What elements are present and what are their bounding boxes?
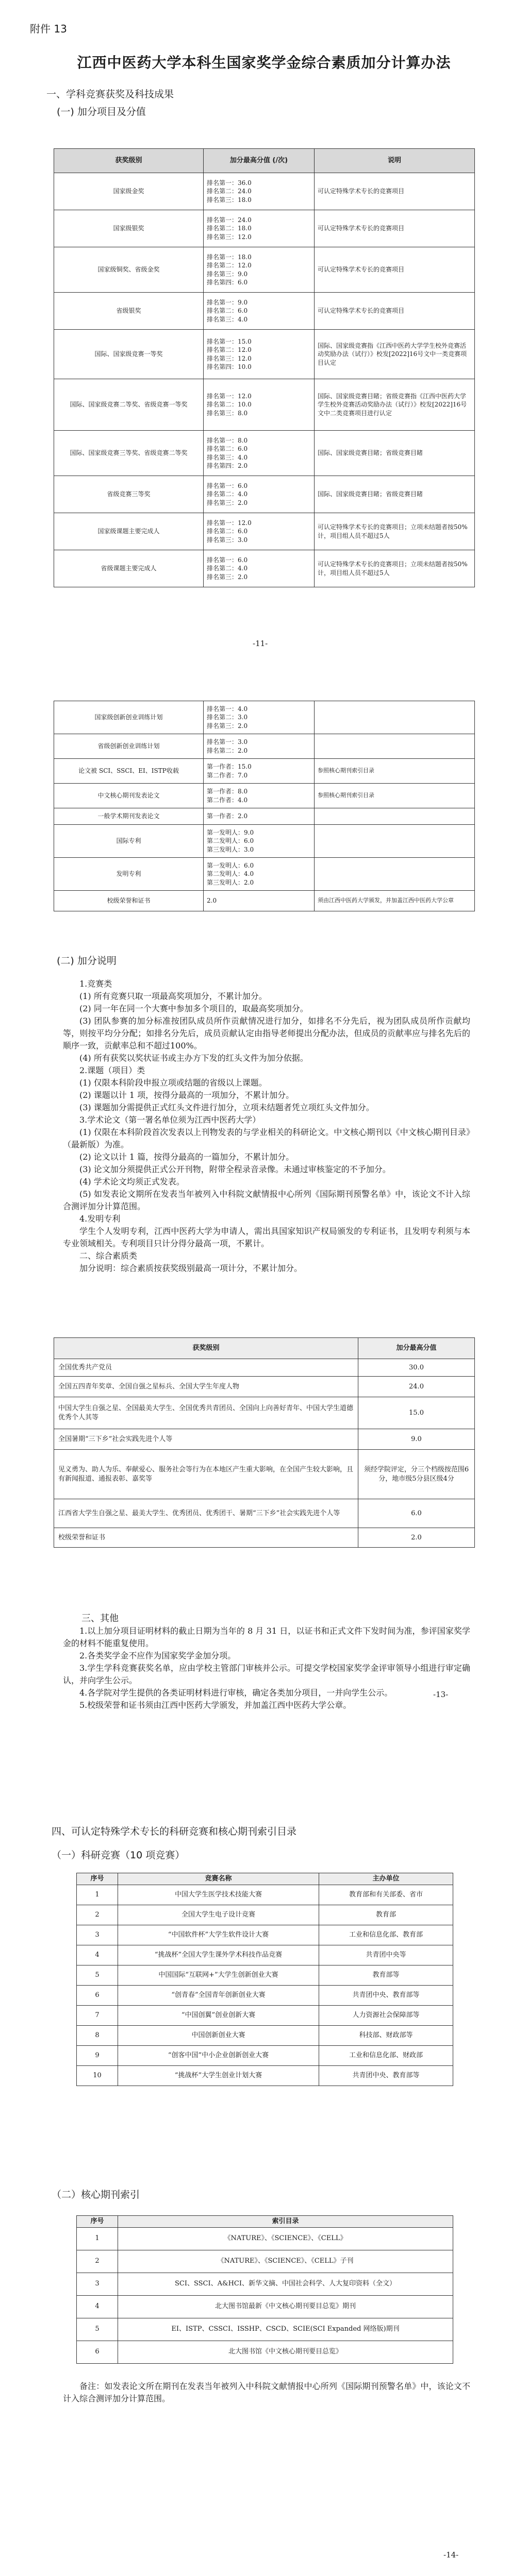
table-cell: 3 [77,1925,118,1945]
table-row [77,1885,453,1905]
score-cell: 2.0 [358,1528,475,1548]
score-line: 排名第一：3.0 [207,738,248,746]
other-item: 3.学生学科竞赛获奖名单，应由学校主管部门审核并公示。可提交学校国家奖学金评审领导小组进行审定确认，并向学生公示。 [63,1663,470,1685]
score-cell [204,825,315,858]
table-row [54,431,475,476]
score-line: 排名第一：6.0 [207,556,248,564]
score-cell [204,808,315,825]
table-row [54,173,475,210]
page-number: -11- [253,639,268,648]
note-cell: 参照核心期刊索引目录 [315,759,475,784]
score-cell [204,247,315,293]
score-cell [204,330,315,379]
note-cell [315,858,475,891]
note-cell: 可认定特殊学术专长的竞赛项目 [315,173,475,210]
table-row [77,2065,453,2086]
table-cell: 北大图书馆《中文核心期刊要目总览》 [118,2341,453,2363]
score-line: 排名第一：9.0 [207,299,248,307]
award-level: 校级荣誉和证书 [54,891,204,911]
note-paragraph: (1) 仅限在本科阶段首次发表以上刊物发表的与学业相关的科研论文。中文核心期刊以《中文核心期刊目录》（最新版）为准。 [63,1127,470,1149]
table-cell: 4 [77,2295,118,2318]
score-line: 排名第二：2.0 [207,747,248,754]
table-cell: 5 [77,2318,118,2341]
table-row [54,759,475,784]
table-row [77,2025,453,2045]
note-cell: 可认定特殊学术专长的竞赛项目 [315,210,475,247]
section-heading: 一、学科竞赛获奖及科技成果 [46,89,174,100]
note-paragraph: (2) 同一年在同一个大赛中参加多个项目的，取最高奖项加分。 [79,1004,308,1013]
table-cell: 6 [77,1985,118,2005]
score-cell [204,476,315,513]
table-row [77,2005,453,2025]
subsection-heading: （二）核心期刊索引 [52,2189,140,2200]
score-line: 排名第二：10.0 [207,401,252,409]
score-line: 排名第一：12.0 [207,519,252,527]
score-cell [204,759,315,784]
table-row [54,858,475,891]
award-level: 省级课题主要完成人 [54,550,204,587]
score-line: 排名第一：4.0 [207,705,248,713]
award-level: 论文被 SCI、SSCI、EI、ISTP收载 [54,759,204,784]
table-row [54,330,475,379]
page-2 [0,665,528,1716]
score-line: 排名第二：6.0 [207,445,248,453]
award-level: 全国五四青年奖章、全国自强之星标兵、全国大学生年度人物 [54,1377,358,1397]
score-line: 排名第二：6.0 [207,528,248,535]
bonus-notes [63,978,470,1275]
table-row [54,825,475,858]
score-cell [204,734,315,759]
score-cell: 9.0 [358,1429,475,1450]
score-cell [204,513,315,550]
table-row [54,891,475,911]
note-paragraph: (2) 论文以计 1 篇，按得分最高的一篇加分，不累计加分。 [79,1152,294,1162]
table-cell: 中国国际“互联网+”大学生创新创业大赛 [118,1965,319,1985]
note-paragraph: 4.发明专利 [79,1214,121,1224]
score-line: 排名第三：2.0 [207,573,248,581]
table-row [54,734,475,759]
score-line: 第一作者：2.0 [207,812,248,820]
table-cell: 5 [77,1965,118,1985]
table-header: 主办单位 [319,1873,453,1885]
table-cell: 教育部 [319,1905,453,1925]
award-level: 见义勇为、助人为乐、奉献爱心、服务社会等行为在本地区产生重大影响，在全国产生较大影响，且有新闻报道、通报表彰、嘉奖等 [54,1450,358,1499]
table-cell: 教育部和有关部委、省市 [319,1885,453,1905]
note-cell: 国际、国家级竞赛指《江西中医药大学学生校外竞赛活动奖励办法（试行）》校发[2022]16号文中一类竞赛项目认定 [315,330,475,379]
award-level: 江西省大学生自强之星、最美大学生、优秀团员、优秀团干、暑期“三下乡”社会实践先进个人等 [54,1499,358,1528]
table-cell: 10 [77,2065,118,2086]
score-cell: 须经学院评定，分三个档级按范围6分，地市级5分县区级4分 [358,1450,475,1499]
page-number: -13- [433,1690,449,1699]
score-line: 排名第二：6.0 [207,307,248,315]
score-line: 排名第三：3.0 [207,536,248,544]
score-line: 第一作者：15.0 [207,763,252,771]
table-row [54,784,475,808]
other-item: 1.以上加分项目证明材料的截止日期为当年的 8 月 31 日，以证书和正式文件下发时间为准，参评国家奖学金的材料不能重复使用。 [63,1626,470,1648]
note-cell: 可认定特殊学术专长的竞赛项目；立项未结题者按50%计，项目组人员不超过5人 [315,550,475,587]
table-header: 加分最高分值 (/次) [204,149,315,173]
note-cell: 国际、国家级竞赛目睹；省级竞赛目睹 [315,431,475,476]
table-row [54,476,475,513]
table-row [77,2250,453,2273]
table-cell: 工业和信息化部、教育部 [319,1925,453,1945]
award-level: 省级创新创业训练计划 [54,734,204,759]
score-cell [204,210,315,247]
table-row [77,2273,453,2295]
note-paragraph: (1) 仅限本科阶段申报立项或结题的省级以上课题。 [79,1078,267,1088]
table-cell: 共青团中央等 [319,1945,453,1965]
note-cell: 国际、国家级竞赛目睹；省级竞赛目睹 [315,476,475,513]
note-cell [315,808,475,825]
table-row [54,513,475,550]
table-row [54,1528,475,1548]
table-cell: “创客中国”中小企业创新创业大赛 [118,2045,319,2065]
score-line: 排名第三：12.0 [207,233,252,241]
final-note-text: 备注：如发表论文所在期刊在发表当年被列入中科院文献情报中心所列《国际期刊预警名单》中，该论文不计入综合测评加分计算范围。 [63,2381,470,2403]
score-cell: 6.0 [358,1499,475,1528]
score-line: 第二作者：7.0 [207,771,248,779]
table-row [77,2227,453,2250]
note-paragraph: (4) 所有获奖以奖状证书或主办方下发的红头文件为加分依据。 [79,1053,308,1063]
note-paragraph: (5) 如发表论文期所在发表当年被列入中科院文献情报中心所列《国际期刊预警名单》中，该论文不计入综合测评加分计算范围。 [63,1189,470,1211]
table-cell: 1 [77,1885,118,1905]
score-cell [204,431,315,476]
score-cell [204,891,315,911]
note-paragraph: (2) 课题以计 1 项，按得分最高的一项加分，不累计加分。 [79,1090,294,1100]
table-row [54,210,475,247]
award-level: 校级荣誉和证书 [54,1528,358,1548]
table-row [54,379,475,431]
subsection-heading: (二) 加分说明 [57,955,117,967]
score-cell [204,173,315,210]
table-cell: 9 [77,2045,118,2065]
table-row [54,1450,475,1499]
table-cell: “中国软件杯”大学生软件设计大赛 [118,1925,319,1945]
table-header: 说明 [315,149,475,173]
table-header: 索引目录 [118,2216,453,2228]
score-line: 排名第二：12.0 [207,346,252,354]
score-cell [204,784,315,808]
table-row [77,2318,453,2341]
table-row [77,2341,453,2363]
page-title: 江西中医药大学本科生国家奖学金综合素质加分计算办法 [77,54,451,71]
table-cell: 人力资源社会保障部等 [319,2005,453,2025]
table-header: 序号 [77,1873,118,1885]
note-paragraph: 二、综合素质类 [79,1251,138,1261]
subsection-heading: （一）科研竞赛（10 项竞赛） [52,1850,185,1861]
table-header: 序号 [77,2216,118,2228]
score-line: 排名第三：4.0 [207,453,248,461]
award-level: 国家级金奖 [54,173,204,210]
award-level: 省级竞赛三等奖 [54,476,204,513]
note-paragraph: 1.竞赛类 [79,979,112,989]
score-cell [204,379,315,431]
table-cell: 北大图书馆最新《中文核心期刊要目总览》期刊 [118,2295,453,2318]
score-cell: 24.0 [358,1377,475,1397]
table-cell: “创青春”全国青年创新创业大赛 [118,1985,319,2005]
score-cell [204,701,315,734]
note-cell: 参照核心期刊索引目录 [315,784,475,808]
table-row [54,1377,475,1397]
page-number: -14- [443,2550,459,2560]
award-level: 国家级银奖 [54,210,204,247]
score-line: 第一发明人：9.0 [207,829,254,837]
note-paragraph: (1) 所有竞赛只取一项最高奖项加分，不累计加分。 [79,991,267,1001]
score-line: 排名第三：9.0 [207,270,248,278]
score-line: 第二作者：4.0 [207,796,248,804]
table-cell: 教育部等 [319,1965,453,1985]
score-line: 排名第三：12.0 [207,354,252,362]
score-cell: 30.0 [358,1359,475,1377]
note-paragraph: (3) 课题加分需提供正式红头文件进行加分，立项未结题者凭立项红头文件加分。 [79,1103,374,1112]
score-cell: 15.0 [358,1397,475,1429]
award-level: 省级银奖 [54,293,204,330]
score-line: 排名第二：4.0 [207,565,248,572]
note-cell: 须由江西中医药大学颁发，并加盖江西中医药大学公章 [315,891,475,911]
table-cell: 中国创新创业大赛 [118,2025,319,2045]
score-line: 排名第三：18.0 [207,196,252,204]
score-cell [204,550,315,587]
score-line: 排名第一：6.0 [207,482,248,490]
note-cell: 可认定特殊学术专长的竞赛项目 [315,247,475,293]
score-line: 排名第三：4.0 [207,315,248,323]
bonus-table-continued [54,701,475,911]
score-line: 排名第三：2.0 [207,499,248,506]
score-line: 第二发明人：4.0 [207,870,254,878]
table-cell: 中国大学生医学技术技能大赛 [118,1885,319,1905]
note-cell [315,701,475,734]
table-cell: 6 [77,2341,118,2363]
other-heading: 三、其他 [81,1613,119,1624]
score-line: 排名第二：18.0 [207,225,252,232]
other-section [63,1613,470,1711]
score-line: 排名第三：8.0 [207,409,248,417]
score-line: 排名第一：36.0 [207,179,252,187]
table-row [54,1429,475,1450]
note-cell [315,825,475,858]
note-paragraph: 3.学术论文（第一署名单位须为江西中医药大学） [79,1115,261,1125]
score-line: 排名第四：6.0 [207,278,248,286]
score-line: 排名第一：18.0 [207,253,252,261]
table-row [77,1965,453,1985]
table-cell: 科技部、财政部等 [319,2025,453,2045]
table-cell: 《NATURE》、《SCIENCE》、《CELL》 [118,2227,453,2250]
score-line: 排名第二：12.0 [207,262,252,269]
table-row [54,1397,475,1429]
competition-table [76,1873,453,2086]
table-cell: 1 [77,2227,118,2250]
table-row [54,701,475,734]
award-level: 中国大学生自强之星、全国最美大学生、全国优秀共青团员、全国向上向善好青年、中国大学生道德优秀个人其等 [54,1397,358,1429]
note-paragraph: 学生个人发明专利，江西中医药大学为申请人，需出具国家知识产权局颁发的专利证书，且发明专利须与本专业领域相关。专利项目只计分得分最高一项，不累计。 [63,1226,470,1248]
section-heading: 四、可认定特殊学术专长的科研竞赛和核心期刊索引目录 [52,1826,297,1837]
award-level: 国家级课题主要完成人 [54,513,204,550]
table-row [77,1905,453,1925]
table-row [77,2045,453,2065]
table-cell: EI、ISTP、CSSCI、ISSHP、CSCD、SCIE(SCI Expanded 网络版)期刊 [118,2318,453,2341]
table-header: 获奖级别 [54,149,204,173]
table-row [77,2295,453,2318]
award-level: 国际专利 [54,825,204,858]
note-cell: 可认定特殊学术专长的竞赛项目 [315,293,475,330]
award-level: 一般学术期刊发表论文 [54,808,204,825]
table-cell: 共青团中央、教育部等 [319,1985,453,2005]
table-cell: 8 [77,2025,118,2045]
score-line: 第二发明人：6.0 [207,837,254,845]
table-cell: SCI、SSCI、A&HCI、新华文摘、中国社会科学、人大复印资料（全文） [118,2273,453,2295]
table-cell: “中国创翼”创业创新大赛 [118,2005,319,2025]
table-cell: “挑战杯”大学生创业计划大赛 [118,2065,319,2086]
note-paragraph: (4) 学术论文均须正式发表。 [79,1177,185,1187]
award-level: 全国优秀共产党员 [54,1359,358,1377]
bonus-table [54,148,475,587]
table-row [54,1359,475,1377]
other-item: 4.各学院对学生提供的各类证明材料进行审核，确定各类加分项目，一并向学生公示。 [79,1688,393,1698]
table-cell: 《NATURE》、《SCIENCE》、《CELL》子刊 [118,2250,453,2273]
table-header: 加分最高分值 [358,1338,475,1359]
page-1 [0,0,528,665]
award-level: 全国暑期“三下乡”社会实践先进个人等 [54,1429,358,1450]
journal-index-table [76,2215,453,2364]
score-line: 第三发明人：3.0 [207,845,254,853]
award-level: 发明专利 [54,858,204,891]
final-note [63,2380,470,2405]
table-row [54,808,475,825]
table-cell: 3 [77,2273,118,2295]
table-row [54,247,475,293]
note-cell [315,734,475,759]
note-paragraph: 加分说明：综合素质按获奖级别最高一项计分，不累计加分。 [79,1263,303,1273]
attachment-label: 附件 13 [30,23,67,35]
comprehensive-table [54,1337,475,1548]
score-line: 排名第四：10.0 [207,363,252,370]
table-row [77,1985,453,2005]
table-row [54,550,475,587]
table-cell: “挑战杯”全国大学生课外学术科技作品竞赛 [118,1945,319,1965]
table-row [54,293,475,330]
table-header: 竞赛名称 [118,1873,319,1885]
other-item: 5.校级荣誉和证书须由江西中医药大学颁发，并加盖江西中医药大学公章。 [79,1700,352,1710]
score-line: 第三发明人：2.0 [207,878,254,886]
score-line: 排名第一：15.0 [207,338,252,346]
score-cell [204,858,315,891]
table-cell: 工业和信息化部、财政部 [319,2045,453,2065]
note-cell: 可认定特殊学术专长的竞赛项目；立项未结题者按50%计，项目组人员不超过5人 [315,513,475,550]
award-level: 国际、国家级竞赛三等奖、省级竞赛二等奖 [54,431,204,476]
table-cell: 7 [77,2005,118,2025]
award-level: 国际、国家级竞赛一等奖 [54,330,204,379]
table-row [77,1925,453,1945]
award-level: 国家级铜奖、省级金奖 [54,247,204,293]
table-row [54,1499,475,1528]
page-3 [0,1716,528,2576]
score-line: 排名第二：4.0 [207,490,248,498]
subsection-heading: (一) 加分项目及分值 [57,106,146,117]
table-cell: 共青团中央、教育部等 [319,2065,453,2086]
score-line: 第一发明人：6.0 [207,862,254,870]
score-line: 排名第三：2.0 [207,722,248,730]
score-line: 排名第四：2.0 [207,462,248,469]
award-level: 中文核心期刊发表论文 [54,784,204,808]
table-cell: 全国大学生电子设计竞赛 [118,1905,319,1925]
note-paragraph: 2.课题（项目）类 [79,1065,145,1075]
score-line: 排名第一：24.0 [207,216,252,224]
score-line: 排名第一：8.0 [207,437,248,445]
table-cell: 2 [77,2250,118,2273]
table-cell: 2 [77,1905,118,1925]
table-header: 获奖级别 [54,1338,358,1359]
award-level: 国家级创新创业训练计划 [54,701,204,734]
score-line: 排名第二：3.0 [207,714,248,721]
score-line: 2.0 [207,897,217,905]
table-row [77,1945,453,1965]
note-paragraph: (3) 论文加分须提供正式公开刊物，附带全程录音录像。未通过审核鉴定的不予加分。 [79,1164,391,1174]
note-cell: 国际、国家级竞赛目睹；省级竞赛指《江西中医药大学学生校外竞赛活动奖励办法（试行）》校发[2022]16号文中二类竞赛项目进行认定 [315,379,475,431]
other-item: 2.各类奖学金不应作为国家奖学金加分项。 [79,1651,236,1660]
score-line: 排名第二：24.0 [207,188,252,195]
score-cell [204,293,315,330]
table-cell: 4 [77,1945,118,1965]
score-line: 第一作者：8.0 [207,788,248,795]
score-line: 排名第一：12.0 [207,393,252,400]
note-paragraph: (3) 团队参赛的加分标准按团队成员所作贡献情况进行加分，如排名不分先后，视为团队成员所作贡献均等，则按平均分分配；如排名分先后，成员贡献认定由指导老师提出分配办法，但成员的贡献率应与排名先后的顺序一致，贡献率总和不超过100%。 [63,1016,470,1050]
award-level: 国际、国家级竞赛二等奖、省级竞赛一等奖 [54,379,204,431]
